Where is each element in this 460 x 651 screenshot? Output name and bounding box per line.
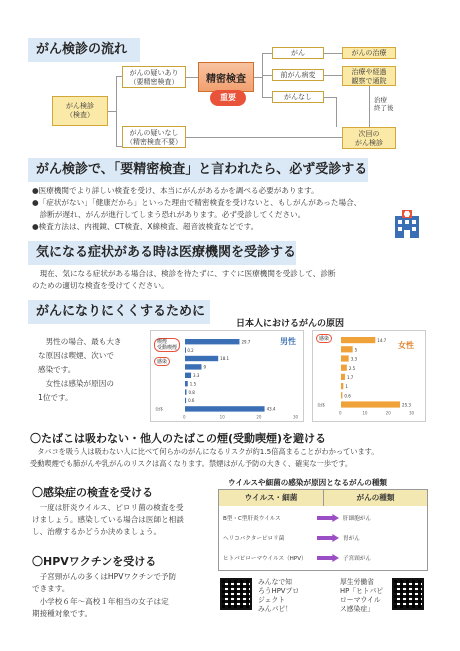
chart-category-label: 全体 [317,402,325,408]
body-line: けましょう。感染している場合は医師と相談 [32,515,184,524]
male-label: 男性 [280,337,296,346]
male-tag-infection: 感染 [154,357,170,366]
qr-caption: みんパピ！ [258,605,292,613]
chart-tick-label: 30 [293,414,299,420]
connector [262,75,272,76]
section-title-hpv: 〇HPVワクチンを受ける [32,555,157,568]
body-line: のための適切な検査を受けてください。 [32,281,169,290]
section-title-symptoms: 気になる症状がある時は医療機関を受診する [28,241,296,265]
precancer-box: 前がん病変 [272,69,324,81]
connector [186,137,342,138]
body-line: 男性の場合、最も大き [38,337,122,346]
chart-bar [341,401,400,407]
connector [262,97,272,98]
female-tag-infection: 感染 [316,334,332,343]
chart-data-label: 3.3 [350,356,358,362]
chart-bar [341,365,347,371]
qr-caption: ローマウイル [340,596,381,604]
chart-bar [185,347,186,352]
chart-bar [185,406,265,411]
table-cell: B型・C型肝炎ウイルス [223,516,281,522]
table-header-1: ウイルス・細菌 [219,490,323,506]
chart-data-label: 18.1 [220,356,230,362]
bullet-line: ●「症状がない」「健康だから」といった理由で精密検査を受けないと、もしがんがあった場合、 [32,198,362,207]
connector [324,97,336,98]
arrow-icon [317,534,339,542]
chart-bar [341,374,345,380]
chart-bar [185,373,191,378]
flow-title: がん検診の流れ [28,38,140,62]
chart-bar [341,346,353,352]
chart-data-label: 43.4 [266,406,276,412]
suspect-box: がんの疑いあり （要精密検査） [122,66,186,88]
connector [254,77,262,78]
body-line: できます。 [32,584,70,593]
arrow-icon [317,554,339,562]
chart-data-label: 0.8 [188,389,195,395]
screening-box: がん検診 （検査） [52,96,108,126]
body-line: し、治療するかどうか決めましょう。 [32,527,162,536]
qr-code-minpapi[interactable] [220,578,252,610]
body-line: 感染です。 [38,365,76,374]
chart-tick-label: 10 [362,410,368,416]
next-screening-box: 次回の がん検診 [342,127,396,149]
chart-bar [185,381,188,386]
connector [108,111,116,112]
female-label: 女性 [398,341,414,350]
cancer-box: がん [272,47,324,59]
chart-tick-label: 0 [183,414,186,420]
connector [324,53,342,54]
table-cell: ヘリコバクターピロリ菌 [223,536,285,542]
chart-data-label: 14.7 [377,338,387,344]
qr-caption: 厚生労働省 [340,578,374,586]
chart-bar [341,355,349,361]
chart-data-label: 1.7 [346,375,354,380]
chart-category-label: 全体 [155,406,163,412]
body-line: 受動喫煙でも肺がんや乳がんのリスクは高くなります。禁煙はがん予防の大きく、確実な一歩です。 [30,459,353,468]
body-line: 一度は肝炎ウイルス、ピロリ菌の検査を受 [32,503,184,512]
chart-bar [341,392,342,398]
qr-caption: ス感染症」 [340,605,374,613]
connector [262,53,272,54]
chart-data-label: 2.5 [348,365,356,371]
body-line: 女性は感染が原因の [38,379,114,388]
chart-bar [185,398,186,403]
qr-caption: HP「ヒトパピ [340,587,384,595]
chart-data-label: 0.2 [187,347,194,353]
connector [369,86,370,127]
connector [324,75,342,76]
chart-data-label: 1.5 [189,381,197,387]
table-cell: 子宮頸がん [343,556,371,562]
chart-data-label: 5 [354,347,358,353]
chart-tick-label: 20 [256,414,262,420]
connector [116,76,117,146]
no-cancer-box: がんなし [272,91,324,103]
qr-caption: みんなで知 [258,578,292,586]
body-line: タバコを吸う人は吸わない人に比べて何らかのがんになるリスクが約1.5倍高まることがわかっています。 [30,447,379,456]
chart-bar [185,364,202,369]
chart-bar [185,339,239,344]
chart-data-label: 0.6 [344,393,351,399]
body-line: な原因は喫煙、次いで [38,351,114,360]
chart-data-label: 0.6 [188,398,195,404]
chart-data-label: 1 [345,384,348,390]
bullet-line: ●検査方法は、内視鏡、CT検査、X線検査、超音波検査などです。 [32,222,259,231]
body-line: 1位です。 [38,393,73,402]
important-label: 重要 [220,93,236,102]
connector [336,97,337,127]
infection-table [218,489,428,571]
body-line: 子宮頸がんの多くはHPVワクチンで予防 [32,572,177,581]
section-title-infection: 〇感染症の検査を受ける [32,486,153,499]
chart-data-label: 9 [203,364,207,370]
section-title-smoking: 〇たばこは吸わない・他人のたばこの煙(受動喫煙)を避ける [30,432,327,445]
male-tag-smoking: 喫煙 受動喫煙 [154,338,180,352]
chart-tick-label: 20 [385,410,391,416]
table-cell: 胃がん [343,536,360,542]
section-title-prevention: がんになりにくくするために [28,300,210,324]
chart-data-label: 29.7 [241,339,251,345]
chart-title: 日本人におけるがんの原因 [236,319,345,329]
followup-box: 治療や経過 観察で通院 [342,66,396,86]
chart-bar [341,383,343,389]
table-cell: ヒトパピローマウイルス（HPV） [223,556,307,562]
infection-table-title: ウイルスや細菌の感染が原因となるがんの種類 [228,478,388,487]
chart-tick-label: 10 [219,414,225,420]
detailed-exam-label: 精密検査 [206,74,246,85]
qr-caption: ジェクト [258,596,286,604]
chart-tick-label: 30 [409,410,415,416]
bullet-line: 診断が遅れ、がんが進行してしまう恐れがあります。必ず受診してください。 [32,210,306,219]
table-cell: 肝細胞がん [343,516,371,522]
chart-bar [185,389,186,394]
hospital-icon [392,210,422,238]
chart-data-label: 25.3 [402,402,411,408]
chart-data-label: 3.3 [193,373,200,378]
body-line: 現在、気になる症状がある場合は、検診を待たずに、すぐに医療機関を受診して、診断 [32,269,336,278]
body-line: 期接種対象です。 [32,609,93,618]
arrow-icon [317,514,339,522]
body-line: 小学校６年～高校１年相当の女子は定 [32,597,169,606]
qr-code-mhlw[interactable] [392,578,424,610]
treatment-box: がんの治療 [342,47,396,59]
connector [186,77,198,78]
no-suspect-box: がんの疑いなし （精密検査不要） [122,126,186,148]
after-treatment-label: 治療 終了後 [374,96,394,112]
chart-bar [341,337,375,343]
bullet-line: ●医療機関でより詳しい検査を受け、本当にがんがあるかを調べる必要があります。 [32,186,319,195]
table-header-2: がんの種類 [323,490,427,506]
qr-caption: ろうHPVプロ [258,587,300,595]
chart-bar [185,356,218,361]
section-title-followup: がん検診で、「要精密検査」と言われたら、必ず受診する [28,158,368,182]
chart-tick-label: 0 [339,410,342,416]
